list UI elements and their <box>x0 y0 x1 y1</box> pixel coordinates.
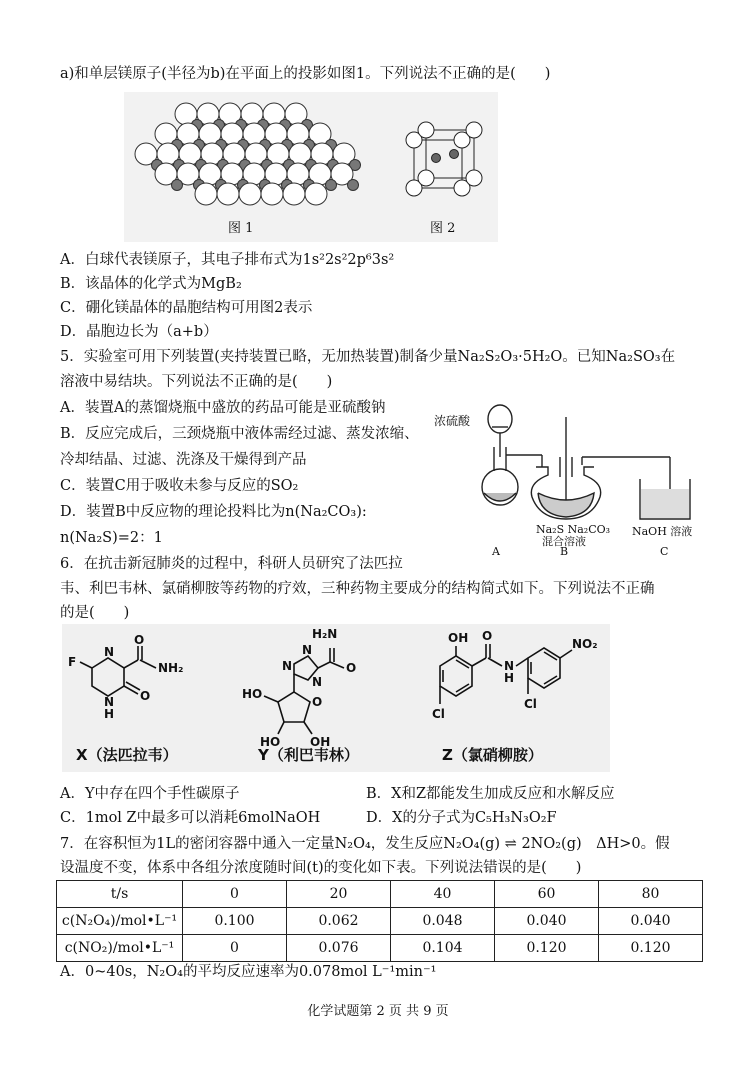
crystal-figure <box>124 92 498 242</box>
x-o-bottom: O <box>140 689 151 703</box>
table-header-cell: 80 <box>599 881 703 908</box>
z-cl1: Cl <box>432 707 445 721</box>
concentration-table <box>56 880 703 962</box>
y-oh: OH <box>310 735 331 749</box>
z-oh: OH <box>448 631 469 645</box>
z-nh: N <box>504 659 515 673</box>
q4-option-a: A．白球代表镁原子，其电子排布式为1s²2s²2p⁶3s² <box>60 252 395 268</box>
label-c: C <box>660 545 669 557</box>
mg-atom <box>239 183 261 205</box>
y-ring-o: O <box>312 695 323 709</box>
table-cell: 0.040 <box>599 908 703 935</box>
table-header-row <box>57 881 703 908</box>
table-cell: 0.040 <box>495 908 599 935</box>
z-cl2: Cl <box>524 697 537 711</box>
b-atom <box>326 180 337 191</box>
x-nh2: NH₂ <box>158 661 184 675</box>
q6-option-c: C．1mol Z中最多可以消耗6molNaOH <box>60 810 321 826</box>
table-header-cell: 60 <box>495 881 599 908</box>
table-cell: 0.100 <box>183 908 287 935</box>
table-cell: 0.062 <box>287 908 391 935</box>
q5-option-b-line2: 冷却结晶、过滤、洗涤及干燥得到产品 <box>60 452 307 468</box>
b-atom <box>172 180 183 191</box>
table-cell: 0 <box>183 935 287 962</box>
q5-option-a: A．装置A的蒸馏烧瓶中盛放的药品可能是亚硫酸钠 <box>60 400 386 416</box>
y-n2: N <box>282 659 293 673</box>
x-o-top: O <box>134 633 145 647</box>
q5-option-d-line2: n(Na₂S)=2：1 <box>60 530 163 546</box>
y-n1: N <box>302 643 313 657</box>
q7-line2: 设温度不变，体系中各组分浓度随时间(t)的变化如下表。下列说法错误的是( ) <box>60 860 582 876</box>
q4-option-c: C．硼化镁晶体的晶胞结构可用图2表示 <box>60 300 313 316</box>
table-header-cell: 20 <box>287 881 391 908</box>
y-ho1: HO <box>242 687 263 701</box>
z-no2: NO₂ <box>572 637 598 651</box>
q6-line2: 韦、利巴韦林、氯硝柳胺等药物的疗效，三种药物主要成分的结构简式如下。下列说法不正确 <box>60 581 655 597</box>
table-row-label: c(NO₂)/mol•L⁻¹ <box>57 935 183 962</box>
q4-option-d: D．晶胞边长为（a+b） <box>60 324 218 340</box>
x-nh: N <box>104 695 115 709</box>
table-row <box>57 908 703 935</box>
q4-intro: a)和单层镁原子(半径为b)在平面上的投影如图1。下列说法不正确的是( ) <box>60 66 551 82</box>
y-o: O <box>346 661 357 675</box>
label-b: B <box>560 545 569 557</box>
z-o: O <box>482 629 493 643</box>
table-cell: 0.120 <box>495 935 599 962</box>
q7-option-a: A．0~40s，N₂O₄的平均反应速率为0.078mol L⁻¹min⁻¹ <box>60 964 437 980</box>
table-row-label: c(N₂O₄)/mol•L⁻¹ <box>57 908 183 935</box>
fig1-label: 图 1 <box>228 221 254 236</box>
table-header-cell: t/s <box>57 881 183 908</box>
label-a: A <box>492 545 500 557</box>
q5-line1: 5．实验室可用下列装置(夹持装置已略，无加热装置)制备少量Na₂S₂O₃·5H₂O。已知Na₂SO₃在 <box>60 349 676 365</box>
z-name: Z（氯硝柳胺） <box>442 746 543 764</box>
x-n: N <box>104 645 115 659</box>
q6-option-d: D．X的分子式为C₅H₃N₃O₂F <box>366 810 557 826</box>
q7-line1: 7．在容积恒为1L的密闭容器中通入一定量N₂O₄，发生反应N₂O₄(g) ⇌ 2NO₂(g) ΔH>0。假 <box>60 836 670 852</box>
y-h2n: H₂N <box>312 627 338 641</box>
c-solution-label: NaOH 溶液 <box>632 525 693 538</box>
table-cell: 0.120 <box>599 935 703 962</box>
q5-option-b-line1: B．反应完成后，三颈烧瓶中液体需经过滤、蒸发浓缩、 <box>60 426 419 442</box>
q6-option-b: B．X和Z都能发生加成反应和水解反应 <box>366 786 615 802</box>
table-header-cell: 0 <box>183 881 287 908</box>
q5-option-d-line1: D．装置B中反应物的理论投料比为n(Na₂CO₃): <box>60 504 367 520</box>
y-name: Y（利巴韦林） <box>258 746 359 764</box>
q6-line3: 的是( ) <box>60 605 130 621</box>
q6-line1: 6．在抗击新冠肺炎的过程中，科研人员研究了法匹拉 <box>60 556 403 572</box>
y-ho2: HO <box>260 735 281 749</box>
mg-atom <box>305 183 327 205</box>
table-header-cell: 40 <box>391 881 495 908</box>
x-f: F <box>68 655 77 669</box>
page-footer: 化学试题第 2 页 共 9 页 <box>307 1004 449 1019</box>
mg-atom <box>283 183 305 205</box>
mg-atom <box>195 183 217 205</box>
b-atom <box>348 180 359 191</box>
table-cell: 0.076 <box>287 935 391 962</box>
x-h: H <box>104 707 115 721</box>
q5-option-c: C．装置C用于吸收未参与反应的SO₂ <box>60 478 299 494</box>
q5-line2: 溶液中易结块。下列说法不正确的是( ) <box>60 374 333 390</box>
apparatus-figure <box>432 397 712 557</box>
mg-atom <box>261 183 283 205</box>
q6-option-a: A．Y中存在四个手性碳原子 <box>60 786 240 802</box>
table-cell: 0.104 <box>391 935 495 962</box>
x-name: X（法匹拉韦） <box>76 746 178 764</box>
table-row <box>57 935 703 962</box>
q4-option-b: B．该晶体的化学式为MgB₂ <box>60 276 242 292</box>
fig2-label: 图 2 <box>430 221 456 236</box>
mg-atom <box>217 183 239 205</box>
structures-figure <box>62 624 610 772</box>
b-solution-line2: 混合溶液 <box>542 535 586 548</box>
y-n3: N <box>312 675 323 689</box>
b-solution-line1: Na₂S Na₂CO₃ <box>536 523 611 536</box>
z-h: H <box>504 671 515 685</box>
acid-label: 浓硫酸 <box>434 414 471 428</box>
table-cell: 0.048 <box>391 908 495 935</box>
